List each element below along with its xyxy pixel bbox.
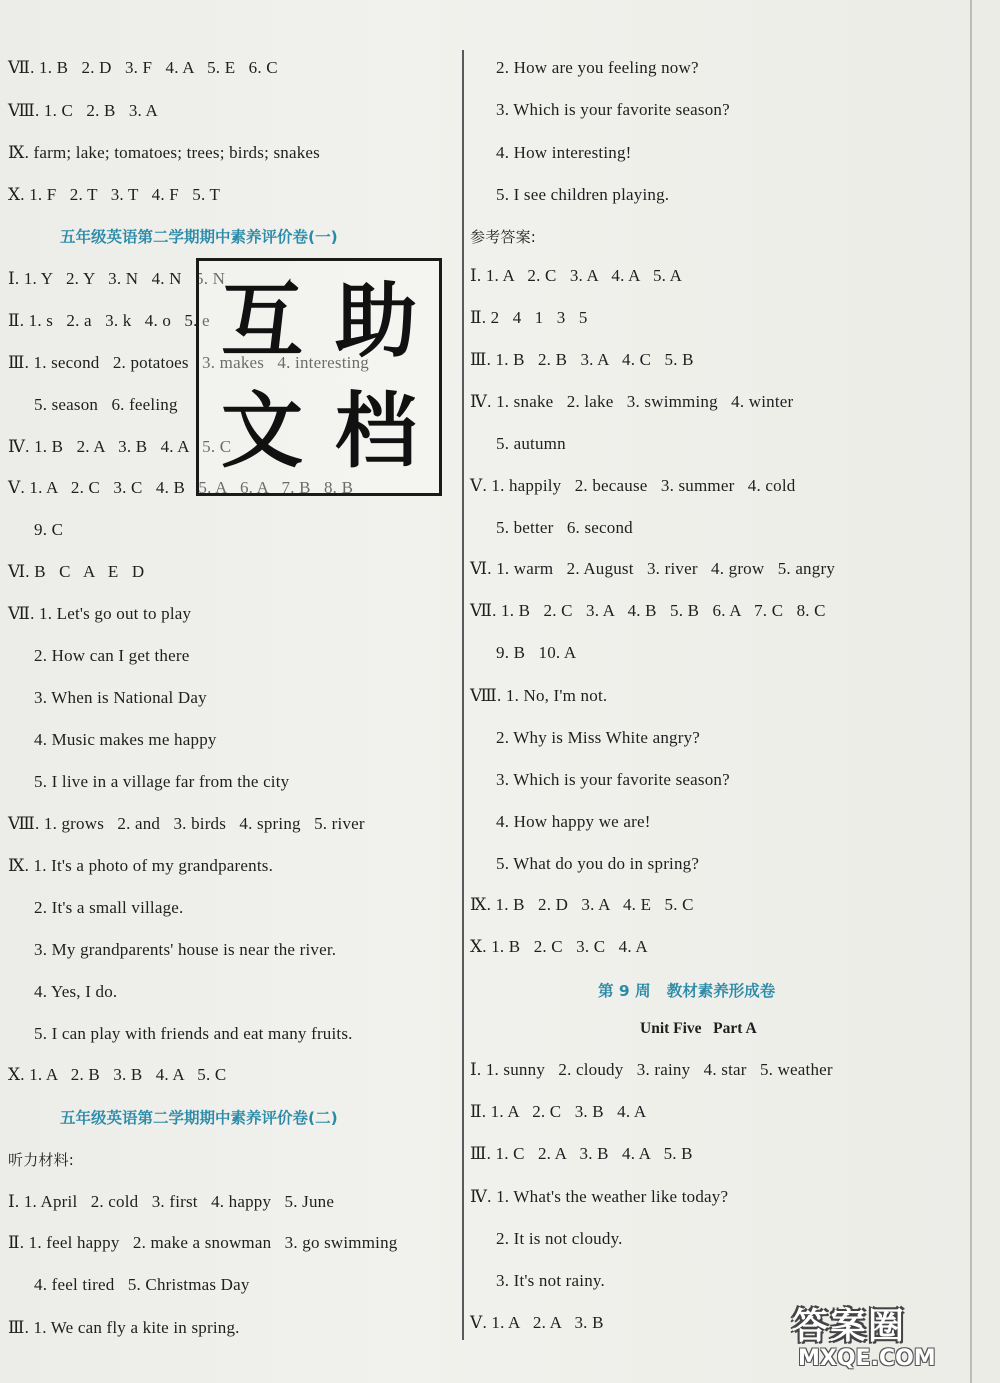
answer-line: Ⅲ. 1. We can fly a kite in spring. [8, 1318, 240, 1337]
answer-line: 2. It is not cloudy. [496, 1229, 623, 1248]
answer-line: Ⅰ. 1. sunny 2. cloudy 3. rainy 4. star 5. weather [470, 1060, 833, 1079]
answer-line: Ⅸ. farm; lake; tomatoes; trees; birds; snakes [8, 143, 320, 162]
week-heading: 第 9 周 教材素养形成卷 [598, 982, 776, 1000]
listening-material-label: 听力材料: [8, 1151, 75, 1169]
answer-line: 3. It's not rainy. [496, 1271, 605, 1290]
answer-line: Ⅶ. 1. Let's go out to play [8, 604, 192, 623]
answer-line: 5. I live in a village far from the city [34, 772, 290, 791]
answer-line: Ⅳ. 1. B 2. A 3. B 4. A 5. C [8, 437, 232, 456]
answer-line: Ⅹ. 1. F 2. T 3. T 4. F 5. T [8, 185, 221, 204]
stamp-char: 文 [220, 384, 303, 479]
answer-line: Ⅴ. 1. happily 2. because 3. summer 4. cold [470, 476, 796, 495]
answer-line: Ⅹ. 1. A 2. B 3. B 4. A 5. C [8, 1065, 227, 1084]
answer-line: Ⅲ. 1. B 2. B 3. A 4. C 5. B [470, 350, 694, 369]
answer-line: 2. Why is Miss White angry? [496, 728, 701, 747]
answer-line: Ⅰ. 1. A 2. C 3. A 4. A 5. A [470, 266, 683, 285]
answer-line: Ⅱ. 1. s 2. a 3. k 4. o 5. e [8, 311, 210, 330]
answer-line: 2. How are you feeling now? [496, 58, 699, 77]
reference-answers-label: 参考答案: [470, 228, 537, 246]
answer-line: Ⅰ. 1. April 2. cold 3. first 4. happy 5. June [8, 1192, 335, 1211]
answer-line: Ⅸ. 1. It's a photo of my grandparents. [8, 856, 274, 875]
answer-line: Ⅲ. 1. second 2. potatoes 3. makes 4. interesting [8, 353, 369, 372]
answer-line: Ⅹ. 1. B 2. C 3. C 4. A [470, 937, 648, 956]
section-heading: 五年级英语第二学期期中素养评价卷(一) [60, 228, 338, 246]
answer-line: Ⅲ. 1. C 2. A 3. B 4. A 5. B [470, 1144, 693, 1163]
watermark-url: MXQE.COM [798, 1346, 936, 1371]
answer-line: 5. I can play with friends and eat many fruits. [34, 1024, 353, 1043]
answer-line: 5. season 6. feeling [34, 395, 178, 414]
answer-line: Ⅳ. 1. What's the weather like today? [470, 1187, 729, 1206]
answer-line: Ⅷ. 1. No, I'm not. [470, 686, 608, 705]
answer-line: Ⅶ. 1. B 2. C 3. A 4. B 5. B 6. A 7. C 8. C [470, 601, 826, 620]
column-divider [462, 50, 464, 1340]
answer-line: Ⅱ. 1. A 2. C 3. B 4. A [470, 1102, 647, 1121]
answer-line: Ⅸ. 1. B 2. D 3. A 4. E 5. C [470, 895, 694, 914]
answer-line: Ⅴ. 1. A 2. C 3. C 4. B 5. A 6. A 7. B 8. B [8, 478, 354, 497]
answer-line: Ⅱ. 1. feel happy 2. make a snowman 3. go swimming [8, 1233, 398, 1252]
page-edge [970, 0, 972, 1383]
answer-line: 5. better 6. second [496, 518, 633, 537]
answer-line: Ⅳ. 1. snake 2. lake 3. swimming 4. winter [470, 392, 794, 411]
answer-line: 3. Which is your favorite season? [496, 770, 730, 789]
section-heading: 五年级英语第二学期期中素养评价卷(二) [60, 1109, 338, 1127]
answer-line: Ⅱ. 2 4 1 3 5 [470, 308, 588, 327]
stamp-char: 档 [334, 384, 417, 479]
answer-line: Ⅷ. 1. C 2. B 3. A [8, 101, 158, 120]
answer-line: 5. What do you do in spring? [496, 854, 700, 873]
answer-line: Ⅷ. 1. grows 2. and 3. birds 4. spring 5. river [8, 814, 365, 833]
answer-line: 5. I see children playing. [496, 185, 670, 204]
answer-line: 3. My grandparents' house is near the river. [34, 940, 337, 959]
answer-line: Ⅵ. B C A E D [8, 562, 145, 581]
answer-line: Ⅶ. 1. B 2. D 3. F 4. A 5. E 6. C [8, 58, 278, 77]
answer-line: 9. B 10. A [496, 643, 577, 662]
watermark-logo [792, 1298, 982, 1378]
watermark-title: 答案圈 [792, 1306, 907, 1347]
answer-line: 4. How happy we are! [496, 812, 651, 831]
stamp-char: 助 [334, 274, 417, 369]
answer-line: 3. Which is your favorite season? [496, 100, 730, 119]
answer-line: 4. How interesting! [496, 143, 632, 162]
stamp-char: 互 [220, 274, 303, 369]
answer-line: 2. How can I get there [34, 646, 190, 665]
answer-line: 9. C [34, 520, 64, 539]
answer-line: 5. autumn [496, 434, 566, 453]
answer-line: 4. feel tired 5. Christmas Day [34, 1275, 250, 1294]
answer-line: 3. When is National Day [34, 688, 207, 707]
unit-subheading: Unit Five Part A [640, 1020, 757, 1037]
answer-line: 4. Yes, I do. [34, 982, 118, 1001]
answer-line: Ⅴ. 1. A 2. A 3. B [470, 1313, 604, 1332]
answer-line: Ⅵ. 1. warm 2. August 3. river 4. grow 5. angry [470, 559, 836, 578]
answer-line: 2. It's a small village. [34, 898, 184, 917]
stamp-seal [196, 258, 442, 496]
answer-line: 4. Music makes me happy [34, 730, 217, 749]
answer-line: Ⅰ. 1. Y 2. Y 3. N 4. N 5. N [8, 269, 226, 288]
